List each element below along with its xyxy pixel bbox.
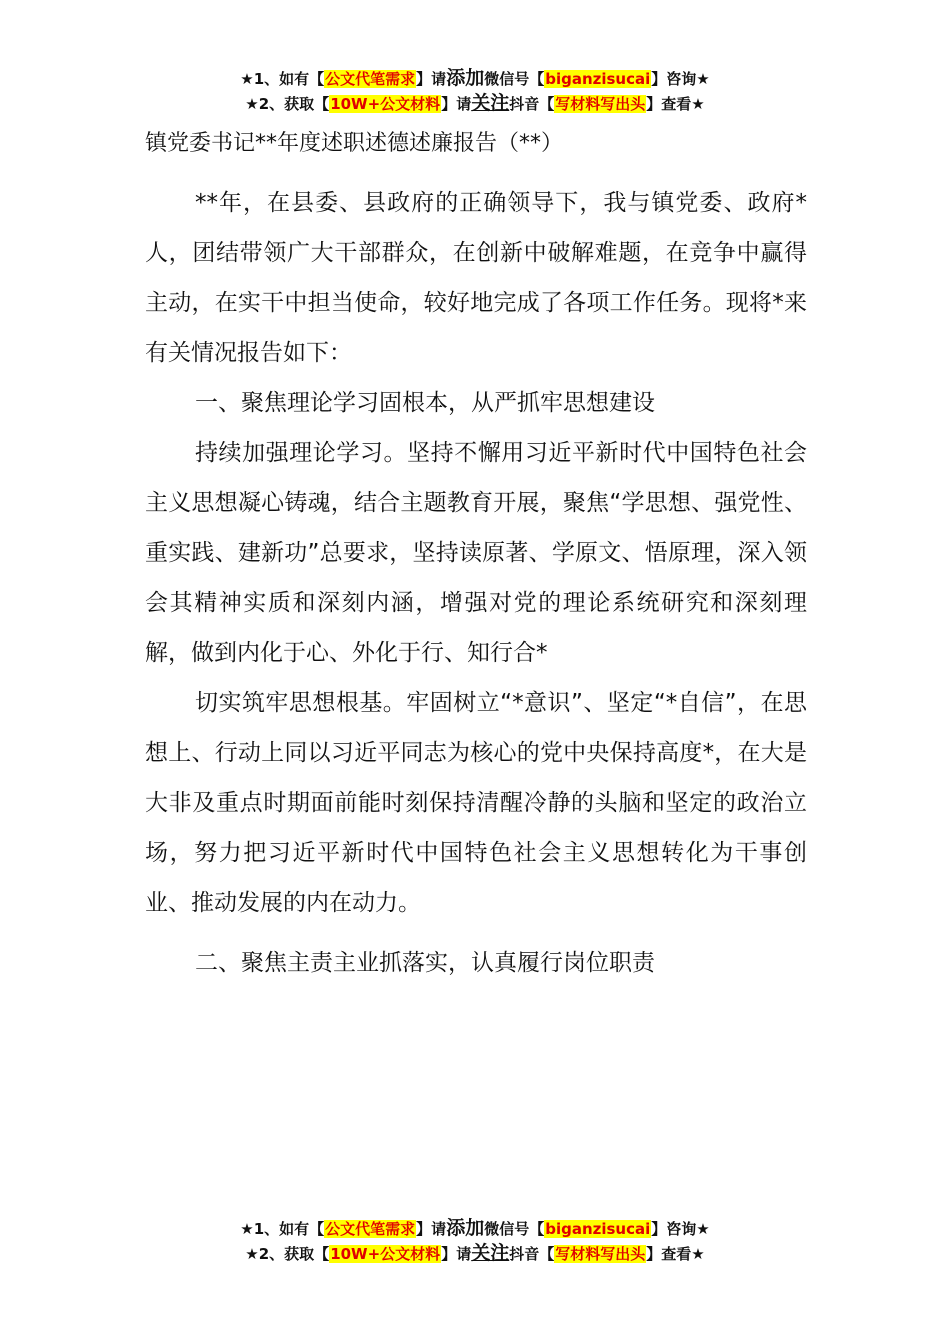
promo-emphasis: 添加 [446, 1217, 485, 1239]
footer-promo-banner [0, 1216, 950, 1266]
promo-highlight-douyin: 写材料写出头 [555, 1245, 646, 1263]
promo-text: 微信号【 [484, 1220, 545, 1238]
promo-highlight: 10W+公文材料 [330, 95, 441, 113]
promo-text: 】咨询★ [651, 1220, 710, 1238]
spacer [145, 928, 807, 938]
promo-emphasis: 添加 [446, 67, 485, 89]
promo-highlight: 公文代笔需求 [325, 1220, 416, 1238]
promo-text: 】请 [441, 95, 472, 113]
section-heading-2: 二、聚焦主责主业抓落实，认真履行岗位职责 [195, 950, 655, 976]
promo-text: ★1、如有 [240, 1220, 310, 1238]
promo-text: ★1、如有 [240, 70, 310, 88]
paragraph-theory-study: 持续加强理论学习。坚持不懈用习近平新时代中国特色社会主义思想凝心铸魂，结合主题教育开展，聚焦“学思想、强党性、重实践、建新功”总要求，坚持读原著、学原文、悟原理，深入领会其精神实质和深刻内涵，增强对党的理论系统研究和深刻理解，做到内化于心、外化于行、知行合* [145, 440, 807, 666]
promo-text: 【 [309, 70, 325, 88]
promo-highlight-wechat: biganzisucai [545, 1220, 651, 1238]
promo-highlight: 公文代笔需求 [325, 70, 416, 88]
header-promo-banner [0, 66, 950, 116]
promo-text: ★2、获取【 [245, 1245, 330, 1263]
promo-line-2 [0, 91, 950, 116]
promo-text: 】请 [441, 1245, 472, 1263]
promo-text: ★2、获取【 [245, 95, 330, 113]
promo-text: 抖音【 [509, 95, 555, 113]
paragraph-intro: **年，在县委、县政府的正确领导下，我与镇党委、政府*人，团结带领广大干部群众，在创新中破解难题，在竞争中赢得主动，在实干中担当使命，较好地完成了各项工作任务。现将*来有关情况报告如下： [145, 190, 807, 366]
promo-highlight-douyin: 写材料写出头 [555, 95, 646, 113]
promo-text: 】查看★ [646, 1245, 705, 1263]
promo-text: 微信号【 [484, 70, 545, 88]
promo-line-1 [0, 66, 950, 91]
document-title: 镇党委书记**年度述职述德述廉报告（**） [145, 131, 564, 156]
promo-text: 【 [309, 1220, 325, 1238]
paragraph-ideology-foundation: 切实筑牢思想根基。牢固树立“*意识”、坚定“*自信”，在思想上、行动上同以习近平同志为核心的党中央保持高度*，在大是大非及重点时期面前能时刻保持清醒冷静的头脑和坚定的政治立场，努力把习近平新时代中国特色社会主义思想转化为干事创业、推动发展的内在动力。 [145, 690, 807, 916]
promo-text: 】咨询★ [651, 70, 710, 88]
section-heading-1: 一、聚焦理论学习固根本，从严抓牢思想建设 [195, 390, 655, 416]
promo-text: 】查看★ [646, 95, 705, 113]
document-body [145, 128, 807, 988]
promo-line-2 [0, 1241, 950, 1266]
promo-line-1 [0, 1216, 950, 1241]
promo-emphasis: 关注 [471, 1242, 510, 1264]
promo-text: 】请 [416, 70, 447, 88]
promo-highlight-wechat: biganzisucai [545, 70, 651, 88]
promo-text: 】请 [416, 1220, 447, 1238]
promo-emphasis: 关注 [471, 92, 510, 114]
promo-highlight: 10W+公文材料 [330, 1245, 441, 1263]
promo-text: 抖音【 [509, 1245, 555, 1263]
